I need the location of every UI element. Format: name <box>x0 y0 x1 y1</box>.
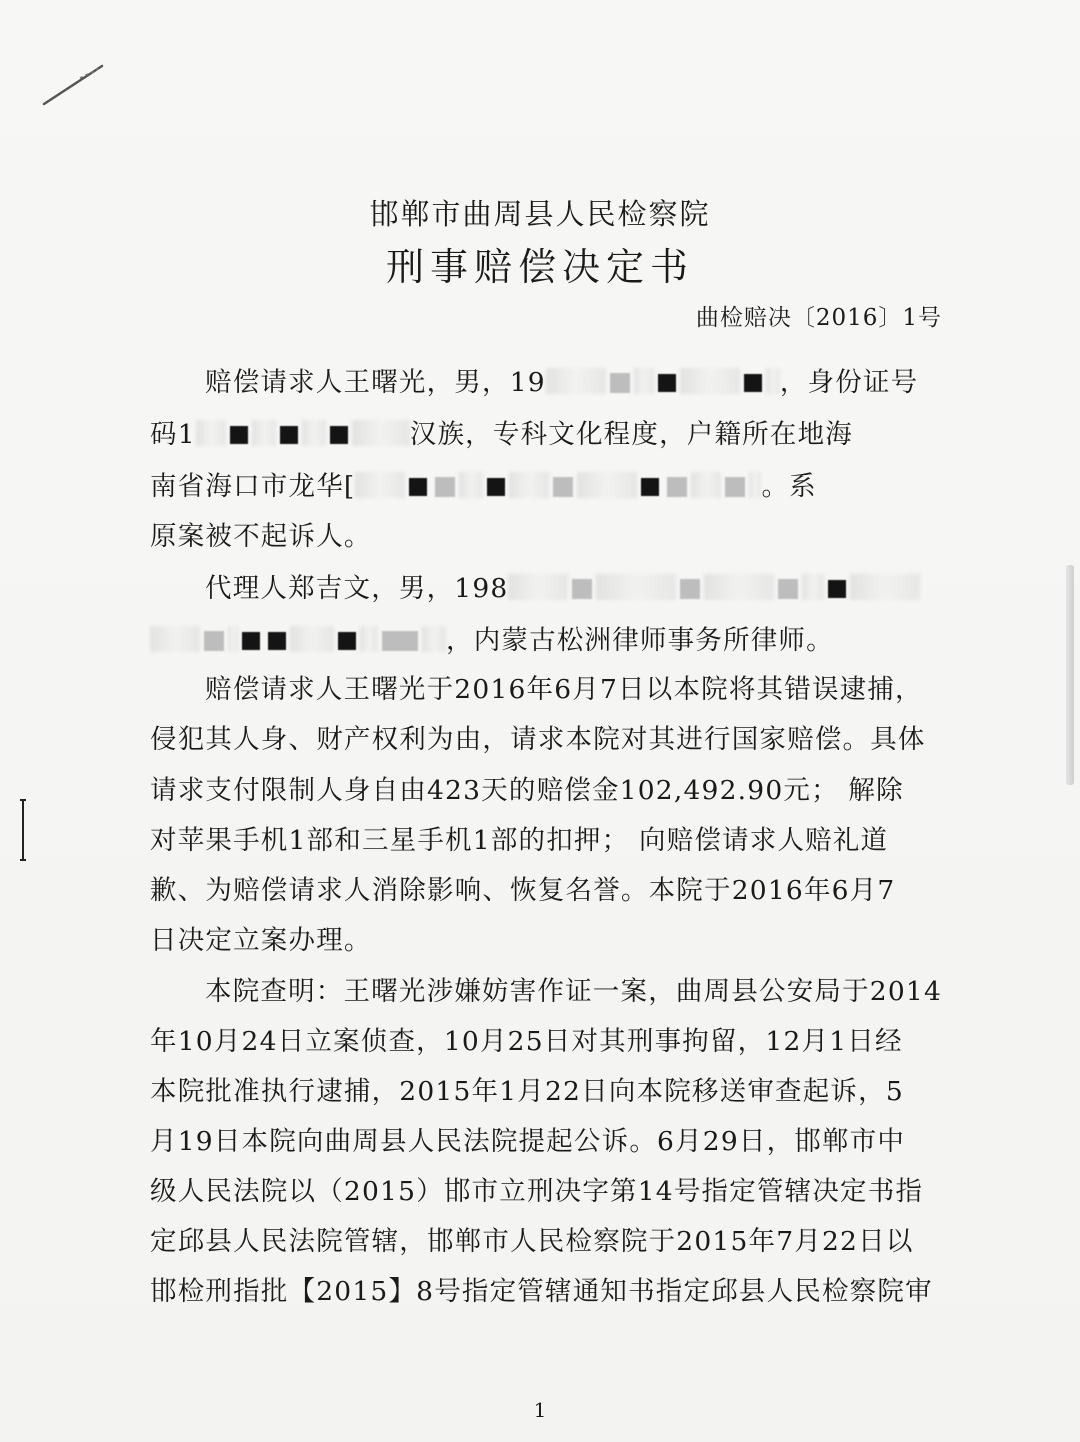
redacted-area <box>508 574 568 600</box>
redaction-block <box>828 580 846 598</box>
redaction-block <box>725 477 745 497</box>
document-title: 刑事赔偿决定书 <box>385 245 694 289</box>
text-segment: 。系 <box>761 471 817 502</box>
redaction-block <box>610 373 630 393</box>
redaction-block <box>242 632 260 650</box>
redaction-block <box>667 477 687 497</box>
redacted-area <box>577 472 637 498</box>
text-line: 本院批准执行逮捕，2015年1月22日向本院移送审查起诉，5 <box>150 1076 904 1107</box>
text-line: 年10月24日立案侦查，10月25日对其刑事拘留，12月1日经 <box>150 1026 903 1057</box>
redacted-area <box>355 472 405 498</box>
text-line <box>150 412 853 451</box>
redacted-area <box>766 368 780 394</box>
text-segment: 南省海口市龙华[ <box>150 471 356 502</box>
text-segment: 汉族，专科文化程度，户籍所在地海 <box>409 419 853 450</box>
redaction-block <box>268 632 286 650</box>
redacted-area <box>459 472 483 498</box>
redacted-area <box>360 626 378 652</box>
redaction-block <box>778 579 798 599</box>
redacted-area <box>228 626 238 652</box>
redacted-area <box>802 574 824 600</box>
redacted-area <box>596 574 676 600</box>
redaction-block <box>330 426 348 444</box>
redacted-area <box>749 472 761 498</box>
pencil-mark <box>40 60 110 110</box>
redaction-block <box>280 426 298 444</box>
redacted-area <box>704 574 774 600</box>
text-line: 日决定立案办理。 <box>150 925 372 956</box>
redaction-block <box>553 477 573 497</box>
redacted-area <box>302 420 326 446</box>
text-line: 本院查明：王曙光涉嫌妨害作证一案，曲周县公安局于2014 <box>205 976 943 1007</box>
text-segment: 赔偿请求人王曙光，男，19 <box>205 367 546 398</box>
document-number: 曲检赔决〔2016〕1号 <box>695 305 942 331</box>
redaction-block <box>409 478 427 496</box>
redaction-block <box>641 478 659 496</box>
text-segment: ，身份证号 <box>779 367 919 398</box>
text-segment: 代理人郑吉文，男，198 <box>205 573 509 604</box>
text-line: 请求支付限制人身自由423天的赔偿金102,492.90元； 解除 <box>150 775 904 806</box>
redaction-block <box>487 478 505 496</box>
text-line: 赔偿请求人王曙光于2016年6月7日以本院将其错误逮捕， <box>205 674 923 705</box>
text-line: 定邱县人民法院管辖，邯郸市人民检察院于2015年7月22日以 <box>150 1226 914 1257</box>
redaction-block <box>572 579 592 599</box>
text-line <box>205 360 918 399</box>
redacted-area <box>680 368 740 394</box>
redacted-area <box>290 626 334 652</box>
redacted-area <box>352 420 410 446</box>
redaction-block <box>680 579 700 599</box>
redaction-block <box>230 426 248 444</box>
redacted-area <box>150 626 200 652</box>
text-line <box>205 566 920 605</box>
text-segment: ，内蒙古松洲律师事务所律师。 <box>446 625 834 656</box>
text-segment: 码1 <box>150 419 196 450</box>
redacted-area <box>196 420 226 446</box>
redaction-block <box>744 374 762 392</box>
text-line: 歉、为赔偿请求人消除影响、恢复名誉。本院于2016年6月7 <box>150 875 896 906</box>
scan-edge-shadow <box>1066 565 1074 785</box>
redaction-block <box>382 631 418 651</box>
redacted-area <box>850 574 920 600</box>
text-line: 邯检刑指批【2015】8号指定管辖通知书指定邱县人民检察院审 <box>150 1276 933 1307</box>
redacted-area <box>422 626 446 652</box>
issuing-organization: 邯郸市曲周县人民检察院 <box>369 197 711 231</box>
redaction-block <box>435 477 455 497</box>
text-line: 侵犯其人身、财产权利为由，请求本院对其进行国家赔偿。具体 <box>150 724 926 755</box>
redaction-block <box>204 631 224 651</box>
text-line <box>150 464 817 503</box>
margin-bracket-mark <box>18 798 28 862</box>
text-line: 对苹果手机1部和三星手机1部的扣押； 向赔偿请求人赔礼道 <box>150 825 889 856</box>
text-line: 级人民法院以（2015）邯市立刑决字第14号指定管辖决定书指 <box>150 1176 924 1207</box>
text-line: 月19日本院向曲周县人民法院提起公诉。6月29日，邯郸市中 <box>150 1126 906 1157</box>
redaction-block <box>338 632 356 650</box>
redacted-area <box>691 472 721 498</box>
text-line: 原案被不起诉人。 <box>150 521 372 552</box>
redaction-block <box>658 374 676 392</box>
redacted-area <box>509 472 549 498</box>
page-number: 1 <box>533 1398 547 1422</box>
redacted-area <box>546 368 606 394</box>
text-line <box>150 618 834 657</box>
redacted-area <box>634 368 654 394</box>
redacted-area <box>252 420 276 446</box>
